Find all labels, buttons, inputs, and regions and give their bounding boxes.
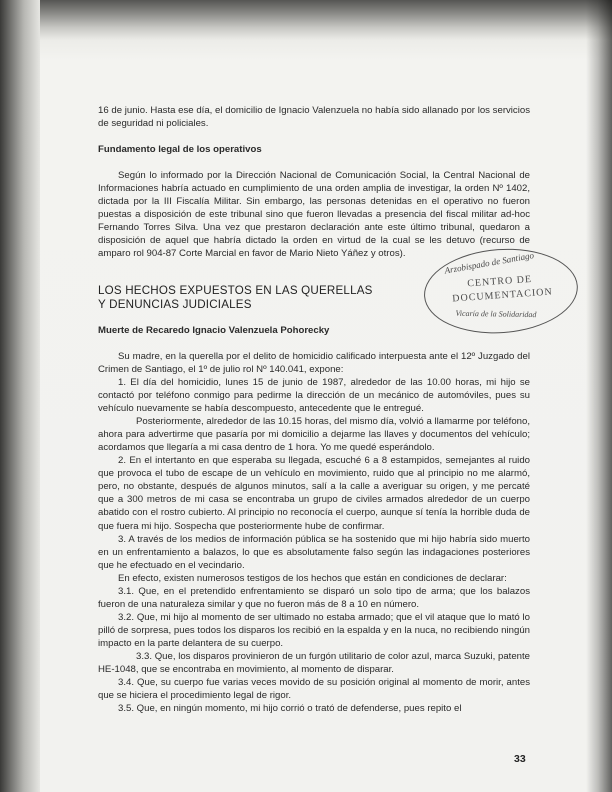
paragraph-continuation: 16 de junio. Hasta ese día, el domicilio de Ignacio Valenzuela no había sido allanado por los servicios de seguridad ni policiales.	[98, 105, 530, 130]
stamp-line-2: CENTRO DE	[466, 273, 533, 290]
subheading-muerte: Muerte de Recaredo Ignacio Valenzuela Pohorecky	[98, 324, 330, 336]
paragraph-point-1: 1. El día del homicidio, lunes 15 de junio de 1987, alrededor de las 10.00 horas, mi hijo se contactó por teléfono conmigo para pedirme la dirección de un mecánico de automóviles, pues su vehículo nuevamente se había descompuesto, antecedente que le entregué.	[98, 377, 530, 415]
subheading-fundamento: Fundamento legal de los operativos	[98, 144, 262, 156]
book-gutter-shadow	[0, 0, 40, 792]
stamp-line-3: DOCUMENTACION	[451, 286, 554, 305]
paragraph-point-3: 3. A través de los medios de información pública se ha sostenido que mi hijo habría sido muerto en un enfrentamiento a balazos, lo que es absolutamente falso según las indagaciones posteriores que he efectuado en el vecindario.	[98, 533, 530, 571]
paragraph-fundamento: Según lo informado por la Dirección Nacional de Comunicación Social, la Central Nacional de Informaciones habría actuado en cumplimiento de una orden amplia de investigar, la orden Nº 1402, dictada por la III Fiscalía Militar. Sin embargo, las personas detenidas en el operativo no fueron puestas a disposición de este tribunal sino que fueron llevadas a presencia del fiscal militar ad-hoc Fernando Torres Silva. Una vez que prestaron declaración ante este último tribunal, quedaron a disposición de aquel que habría dictado la orden en virtud de la cual se les detuvo (recurso de amparo rol 904-87 Corte Marcial en favor de Mario Nieto Yáñez y otros).	[98, 170, 530, 260]
paragraph-point-3-5: 3.5. Que, en ningún momento, mi hijo corrió o trató de defenderse, pues repito el	[118, 703, 462, 715]
section-title-line1: LOS HECHOS EXPUESTOS EN LAS QUERELLAS	[98, 284, 373, 298]
section-title-line2: Y DENUNCIAS JUDICIALES	[98, 297, 252, 311]
paragraph-point-3-2: 3.2. Que, mi hijo al momento de ser ultimado no estaba armado; que el vil ataque que lo mató lo pilló de sorpresa, pues todos los disparos los recibió en la espalda y en la nuca, no recibiendo ningún impacto en la parte delantera de su cuerpo.	[98, 611, 530, 649]
paragraph-point-3-1: 3.1. Que, en el pretendido enfrentamiento se disparó un solo tipo de arma; que los balazos fueron de una naturaleza similar y que no fueron más de 8 a 10 en número.	[98, 585, 530, 610]
paragraph-querella: Su madre, en la querella por el delito de homicidio calificado interpuesta ante el 12º Juzgado del Crimen de Santiago, el 1º de julio rol Nº 140.041, expone:	[98, 350, 530, 375]
page-number: 33	[514, 753, 526, 765]
stamp-line-4: Vicaría de la Solidaridad	[455, 308, 537, 320]
paragraph-en-efecto: En efecto, existen numerosos testigos de los hechos que están en condiciones de declarar:	[118, 572, 507, 584]
paragraph-posteriormente: Posteriormente, alrededor de las 10.15 horas, del mismo día, volvió a llamarme por teléfono, ahora para advertirme que pasaría por mi domicilio a dejarme las llaves y documentos del vehículo; acordamos que llegaría a mi casa dentro de 1 hora. Yo me quedé esperándolo.	[98, 416, 530, 454]
page-body	[98, 104, 533, 715]
paragraph-point-3-4: 3.4. Que, su cuerpo fue varias veces movido de su posición original al momento de morir, antes que se hiciera el procedimiento legal de rigor.	[98, 677, 530, 702]
paragraph-point-2: 2. En el intertanto en que esperaba su llegada, escuché 6 a 8 estampidos, semejantes al ruido que provoca el tubo de escape de un vehículo en movimiento, ruido que al principio no me alarmó, pero, no obstante, después de algunos minutos, salí a la calle a averiguar su origen, y me percaté que a 300 metros de mi casa se encontraba un grupo de civiles armados alrededor de un cuerpo abatido con el rostro cubierto. Al principio no reconocía el cuerpo, aunque sí tenía la horrible duda de que fuera mi hijo. Sospecha que posteriormente hube de confirmar.	[98, 455, 530, 532]
archive-stamp	[421, 244, 583, 341]
stamp-line-1: Arzobispado de Santiago	[443, 250, 535, 276]
paragraph-point-3-3: 3.3. Que, los disparos provinieron de un furgón utilitario de color azul, marca Suzuki, patente HE-1048, que se encontraba en movimiento, al momento de disparar.	[98, 651, 530, 676]
page-edge-shadow	[586, 0, 612, 792]
